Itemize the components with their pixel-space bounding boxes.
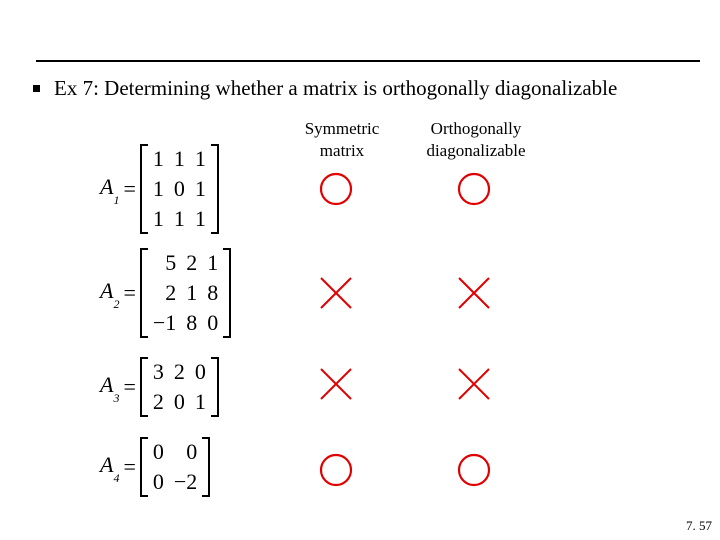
matrix-a1-name: $A_1$ [100,174,120,207]
symmetric-a3-mark [318,366,354,402]
equals-sign: = [123,280,136,305]
equals-sign: = [123,176,136,201]
header-symmetric [282,118,402,162]
matrix-a2-name: $A_2$ [100,278,120,311]
matrix-a4-name: $A_4$ [100,452,120,485]
symmetric-a2-mark [318,275,354,311]
matrix-a1-cells: 1 1 1 1 0 1 1 1 1 [152,146,206,231]
circle-icon [459,174,489,204]
circle-icon [459,455,489,485]
matrix-a1 [100,144,219,234]
orthogonal-a3-mark [456,366,492,402]
orthogonal-a2-mark [456,275,492,311]
header-symmetric-line1: Symmetric [304,119,380,138]
matrix-a3-name: $A_3$ [100,372,120,405]
bracket-left [140,437,148,497]
matrix-a3-cells: 3 2 0 2 0 1 [152,359,206,414]
page-number: 7. 57 [686,518,712,533]
matrix-a2-cells: 5 2 1 2 1 8 −1 8 0 [152,250,219,335]
equals-sign: = [123,374,136,399]
bracket-right [202,437,210,497]
symmetric-a1-mark [318,171,354,207]
orthogonal-a1-mark [456,171,492,207]
bracket-right [211,144,219,234]
header-orthogonal [410,118,542,162]
bracket-right [223,248,231,338]
slide-title: Ex 7: Determining whether a matrix is orthogonally diagonalizable [54,76,618,100]
bracket-left [140,248,148,338]
circle-icon [321,455,351,485]
matrix-a4 [100,437,210,497]
matrix-a2 [100,248,231,338]
header-symmetric-line2: matrix [319,141,365,160]
bracket-right [211,357,219,417]
circle-icon [321,174,351,204]
header-orthogonal-line2: diagonalizable [426,141,526,160]
symmetric-a4-mark [318,452,354,488]
equals-sign: = [123,454,136,479]
matrix-a3 [100,357,219,417]
top-rule [36,60,700,62]
orthogonal-a4-mark [456,452,492,488]
bullet-icon [33,85,40,92]
bracket-left [140,144,148,234]
matrix-a4-cells: 0 0 0 −2 [152,439,198,494]
bracket-left [140,357,148,417]
header-orthogonal-line1: Orthogonally [430,119,522,138]
